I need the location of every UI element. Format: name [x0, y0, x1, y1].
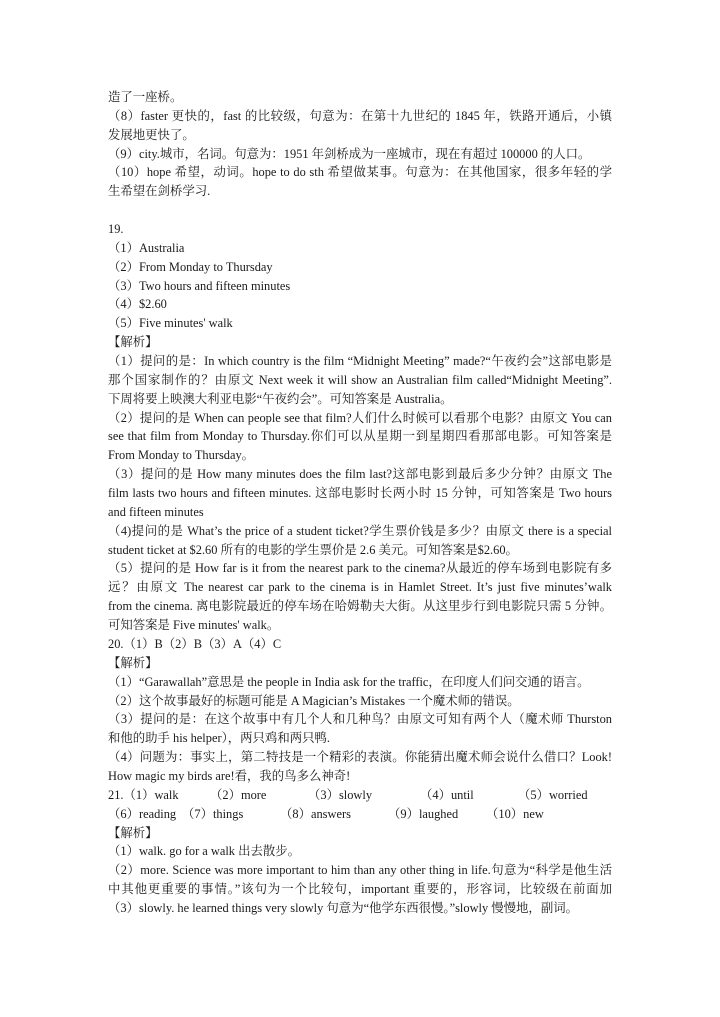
text-line	[108, 201, 612, 220]
answer-cell: （3）slowly	[308, 787, 373, 802]
text-line: 中其他更重要的事情。”该句为一个比较句，important 重要的，形容词，比较级在前面加	[108, 882, 612, 897]
text-line: （1）“Garawallah”意思是 the people in India ask for the traffic，在印度人们问交通的语言。	[108, 674, 590, 689]
text-line: 造了一座桥。	[108, 90, 183, 104]
text-line: 可知答案是 Five minutes' walk。	[108, 618, 280, 633]
text-line: （3）提问的是：在这个故事中有几个人和几种鸟？由原文可知有两个人（魔术师 Thurston	[108, 712, 612, 727]
text-line: 20.（1）B（2）B（3）A（4）C	[108, 636, 282, 651]
text-line: （8）faster 更快的，fast 的比较级，句意为：在第十九世纪的 1845 年，铁路开通后，小镇	[108, 108, 612, 123]
text-line: （1）walk. go for a walk 出去散步。	[108, 844, 301, 859]
text-line: 19.	[108, 222, 124, 237]
text-line: （9）city.城市，名词。句意为：1951 年剑桥成为一座城市，现在有超过 100000 的人口。	[108, 146, 591, 161]
text-line: 【解析】	[108, 655, 158, 670]
text-line: （4）$2.60	[108, 297, 167, 312]
answer-cell: 21.（1）walk	[108, 787, 179, 802]
text-line: 和他的助手 his helper），两只鸡和两只鸭.	[108, 731, 330, 746]
text-line: 那个国家制作的？由原文 Next week it will show an Australian film called“Midnight Meeting”.	[108, 372, 612, 387]
text-line: 下周将要上映澳大利亚电影“午夜约会”。可知答案是 Australia。	[108, 391, 453, 406]
text-line: film lasts two hours and fifteen minutes. 这部电影时长两小时 15 分钟，可知答案是 Two hours	[108, 486, 612, 501]
answer-cell: （4）until	[420, 787, 474, 802]
text-line: （5）Five minutes' walk	[108, 316, 233, 331]
text-line: （10）hope 希望，动词。hope to do sth 希望做某事。句意为：在其他国家，很多年轻的学	[108, 165, 612, 180]
text-line: （4）问题为：事实上，第二特技是一个精彩的表演。你能猜出魔术师会说什么借口？Look!	[108, 750, 612, 765]
text-line: 【解析】	[108, 825, 158, 840]
text-line: 【解析】	[108, 335, 158, 350]
answer-cell: （9）laughed	[388, 806, 459, 821]
text-line: （5）提问的是 How far is it from the nearest park to the cinema?从最近的停车场到电影院有多	[108, 561, 612, 576]
text-line	[108, 805, 612, 824]
answer-cell: （2）more	[210, 787, 267, 802]
text-line: （2）more. Science was more important to him than any other thing in life.句意为“科学是他生活	[108, 863, 612, 878]
text-line: student ticket at $2.60 所有的电影的学生票价是 2.6 美元。可知答案是$2.60。	[108, 542, 518, 557]
text-line: （2）From Monday to Thursday	[108, 259, 273, 274]
answer-cell: （8）answers	[280, 806, 351, 821]
text-line: From Monday to Thursday。	[108, 448, 255, 463]
text-line: （1）提问的是：In which country is the film “Midnight Meeting” made?“午夜约会”这部电影是	[108, 354, 612, 369]
text-line: （2）提问的是 When can people see that film?人们什么时候可以看那个电影？由原文 You can	[108, 410, 612, 425]
text-line: （4)提问的是 What’s the price of a student ticket?学生票价钱是多少？由原文 there is a special	[108, 523, 612, 538]
answer-cell: （6）reading	[108, 806, 177, 821]
answer-cell: （7）things	[182, 806, 244, 821]
text-line: （1）Australia	[108, 240, 185, 255]
text-line: 发展地更快了。	[108, 127, 195, 142]
text-line: from the cinema. 离电影院最近的停车场在哈姆勒夫大街。从这里步行到电影院只需 5 分钟。	[108, 599, 612, 614]
text-line: （3）slowly. he learned things very slowly 句意为“他学东西很慢。”slowly 慢慢地，副词。	[108, 900, 578, 915]
text-line: 远？由原文 The nearest car park to the cinema is in Hamlet Street. It’s just five minutes’walk	[108, 580, 612, 595]
text-line: （2）这个故事最好的标题可能是 A Magician’s Mistakes 一个魔术师的错误。	[108, 693, 520, 708]
answer-cell: （10）new	[486, 806, 544, 821]
document-page	[108, 88, 612, 918]
answer-cell: （5）worried	[518, 787, 588, 802]
text-line: How magic my birds are!看，我的鸟多么神奇!	[108, 768, 351, 783]
text-line	[108, 786, 612, 805]
text-line: see that film from Monday to Thursday.你们可以从星期一到星期四看那部电影。可知答案是	[108, 429, 612, 444]
text-line: （3）提问的是 How many minutes does the film last?这部电影到最后多少分钟？由原文 The	[108, 467, 612, 482]
text-line: 生希望在剑桥学习.	[108, 184, 211, 199]
text-line: and fifteen minutes	[108, 504, 204, 519]
text-line: （3）Two hours and fifteen minutes	[108, 278, 291, 293]
